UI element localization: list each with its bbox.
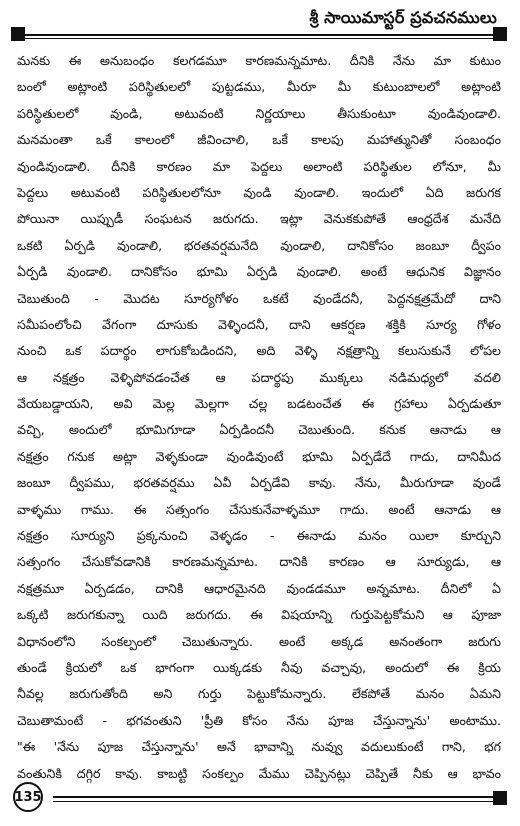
text-line: జంబూ ద్వీపము, భరతవర్షము ఏవీ ఏర్పడేవి కావు. నేను, మీరుగూడా వుండే <box>17 475 501 491</box>
text-line: మనకు ఈ అనుబంధం కలగడమూ కారణమన్నమాట. దీనికి నేను మా కుటుం <box>17 53 501 68</box>
page-number: 135 <box>13 782 43 812</box>
footer-corner-mark-right <box>493 791 507 805</box>
text-line: "ఈ 'నేను పూజ చేస్తున్నాను' అనే భావాన్ని నువ్వు వదులుకుంటే గాని, భగ <box>17 739 501 755</box>
text-line: బంలో అట్లాంటి పరిస్థితులలో పుట్టడము, మీరూ మీ కుటుంబాలలో అట్లాంటి <box>17 79 501 95</box>
body-text <box>17 48 501 781</box>
text-line: వుండివుండాలి. దీనికి కారణం మా పెద్దలు అలాంటి పరిస్థితుల లోనూ, మీ <box>17 158 501 174</box>
text-line: సమీపంలోంచి వేగంగా దూసుకు వెళ్ళిందనీ, దాని ఆకర్షణ శక్తికి సూర్య గోళం <box>17 316 501 332</box>
text-line: పెద్దలు అటువంటి పరిస్థితులలోనూ వుండి వుండాలి. ఇందులో ఏది జరుగక <box>17 184 501 200</box>
text-line: వచ్చి, అందులో భూమిగూడా ఏర్పడిందనీ చెబుతుంది. కనుక ఆనాడు ఆ <box>17 422 501 438</box>
text-line: ఏర్పడి వుండాలి. దానికోసం భూమి ఏర్పడి వుండాలి. అంటే ఆధునిక విజ్ఞానం <box>17 264 501 280</box>
text-line: వేయబడ్డాయని, అవి మెల్ల మెల్లగా చల్ల బడటంచేత ఈ గ్రహాలు ఏర్పడుతూ <box>17 396 501 412</box>
text-line: తుండే క్రియలో ఒక భాగంగా యిక్కడకు నీవు వచ్చావు, అందులో ఈ క్రియ <box>17 659 501 675</box>
text-line: చెబుతామంటే - భగవంతుని 'ప్రీతి కోసం నేను పూజ చేస్తున్నాను' అంటాము. <box>17 712 501 728</box>
text-line: మనమంతా ఒకే కాలంలో జీవించాలి, ఒకే కాలపు మహాత్మునితో సంబంధం <box>17 132 501 148</box>
text-line: విధానంలోని సంకల్పంలో చెబుతున్నారు. అంటే అక్కడ అనంతంగా జరుగు <box>17 633 501 649</box>
footer-rule-thin <box>53 801 499 802</box>
text-line: నక్షత్రం సూర్యుని ప్రక్కనుంచి వెళ్ళడం - ఈనాడు మనం యిలా కూర్చుని <box>17 528 501 544</box>
text-line: చెబుతుంది - మొదట సూర్యగోళం ఒకటే వుండేదనీ, పెద్దనక్షత్రమేదో దాని <box>17 290 501 306</box>
text-line: ఒక్కటి జరుగకున్నా యిది జరుగదు. ఈ విషయాన్ని గుర్తుపెట్టకోమని ఆ పూజా <box>17 607 501 623</box>
text-line: వంతునికి దగ్గిర కావు. కాబట్టి సంకల్పం మేము చెప్పినట్లు చెప్పితే నీకు ఆ భావం <box>17 765 501 781</box>
text-line: నక్షత్రం గనుక అట్లా వెళ్ళకుండా వుండివుంటే భూమి ఏర్పడేదే గాదు, దానిమీద <box>17 448 501 464</box>
page-header <box>13 6 505 40</box>
text-line: నుంచి ఒక పదార్థం లాగుకోబడిందని, అది వెళ్ళి నక్షత్రాన్ని కలుసుకునే లోపల <box>17 343 501 359</box>
text-line: సత్సంగం చేసుకోవడానికి కారణమన్నమాట. దానికి కారణం ఆ సూర్యుడు, ఆ <box>17 554 501 570</box>
text-line: ఆ నక్షత్రం వెళ్ళిపోవడంచేత ఆ పదార్థపు ముక్కలు నడిమధ్యలో వదలి <box>17 369 501 385</box>
footer-rule-thick <box>53 796 499 798</box>
text-line: పోయినా యిప్పుడీ సంఘటన జరుగదు. ఇట్లా వెనుకకుపోతే ఆంధ్రదేశ మనేది <box>17 211 501 227</box>
page-frame <box>13 6 505 812</box>
text-line: పరిస్థితులలో వుండి, అటువంటి నిర్ణయాలు తీసుకుంటూ వుండివుండాలి. <box>17 105 501 121</box>
header-rule-thin <box>19 38 499 39</box>
text-line: వాళ్ళము గాము. ఈ సత్సంగం చేసుకునేవాళ్ళమూ గాదు. అంటే ఆనాడు ఆ <box>17 501 501 517</box>
header-rule-thick <box>19 34 499 36</box>
text-line: ఒకటి ఏర్పడి వుండాలి, భరతవర్షమనేది వుండాలి, దానికోసం జంబూ ద్వీపం <box>17 237 501 253</box>
text-line: నీవల్ల జరుగుతోంది అని గుర్తు పెట్టుకోమన్నారు. లేకపోతే మనం ఏమని <box>17 686 501 702</box>
text-line: నక్షత్రమూ ఏర్పడడం, దానికి ఆధారమైనది వుండడమూ అన్నమాట. దీనిలో ఏ <box>17 580 501 596</box>
running-header-title: శ్రీ సాయిమాస్టర్ ప్రవచనములు <box>309 8 497 27</box>
